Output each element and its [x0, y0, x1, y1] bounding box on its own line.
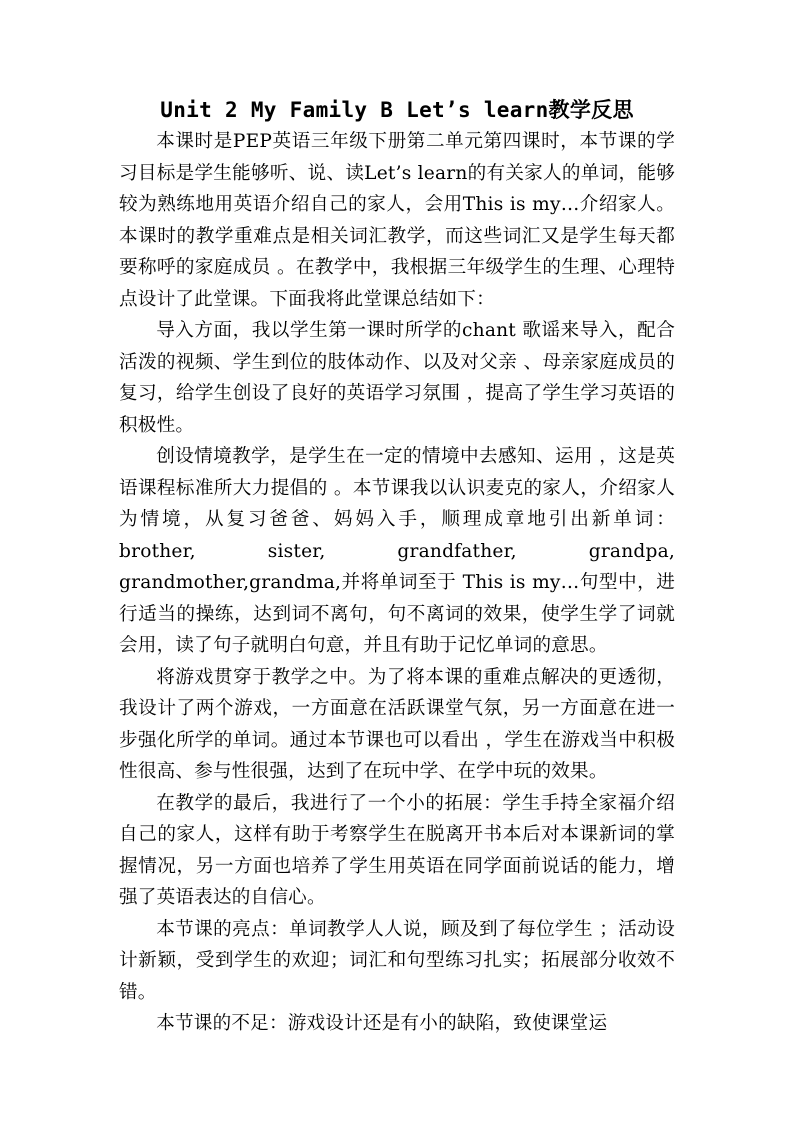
paragraph-situational-teaching: 创设情境教学，是学生在一定的情境中去感知、运用 ，这是英语课程标准所大力提倡的 。本节课我以认识麦克的家人，介绍家人为情境，从复习爸爸、妈妈入手，顺理成章地引出新单词：brother, sister, grandfather, grandpa, grandmother,grandma,并将单词至于 This is my…句型中，进行适当的操练，达到词不离句，句不离词的效果，使学生学了词就会用，读了句子就明白句意，并且有助于记忆单词的意思。	[119, 446, 675, 656]
paragraph-shortcomings: 本节课的不足：游戏设计还是有小的缺陷，致使课堂运	[156, 1013, 608, 1034]
paragraph-highlights: 本节课的亮点：单词教学人人说，顾及到了每位学生 ；活动设计新颖，受到学生的欢迎；词汇和句型练习扎实；拓展部分收效不错。	[119, 918, 675, 1003]
paragraph-intro: 本课时是PEP英语三年级下册第二单元第四课时，本节课的学习目标是学生能够听、说、读Let’s learn的有关家人的单词，能够较为熟练地用英语介绍自己的家人，会用This is my…介绍家人。本课时的教学重难点是相关词汇教学，而这些词汇又是学生每天都要称呼的家庭成员 。在教学中，我根据三年级学生的生理、心理特点设计了此堂课。下面我将此堂课总结如下：	[119, 131, 675, 310]
document-title: Unit 2 My Family B Let’s learn教学反思	[160, 98, 634, 122]
paragraph-extension: 在教学的最后，我进行了一个小的拓展：学生手持全家福介绍自己的家人，这样有助于考察学生在脱离开书本后对本课新词的掌握情况，另一方面也培养了学生用英语在同学面前说话的能力，增强了英语表达的自信心。	[119, 792, 675, 908]
paragraph-games: 将游戏贯穿于教学之中。为了将本课的重难点解决的更透彻，我设计了两个游戏，一方面意在活跃课堂气氛，另一方面意在进一步强化所学的单词。通过本节课也可以看出 ，学生在游戏当中积极性很高、参与性很强，达到了在玩中学、在学中玩的效果。	[119, 666, 675, 782]
paragraph-lead-in: 导入方面，我以学生第一课时所学的chant 歌谣来导入，配合活泼的视频、学生到位的肢体动作、以及对父亲 、母亲家庭成员的复习，给学生创设了良好的英语学习氛围 ，提高了学生学习英语的积极性。	[119, 320, 675, 436]
document-page	[119, 94, 675, 1040]
